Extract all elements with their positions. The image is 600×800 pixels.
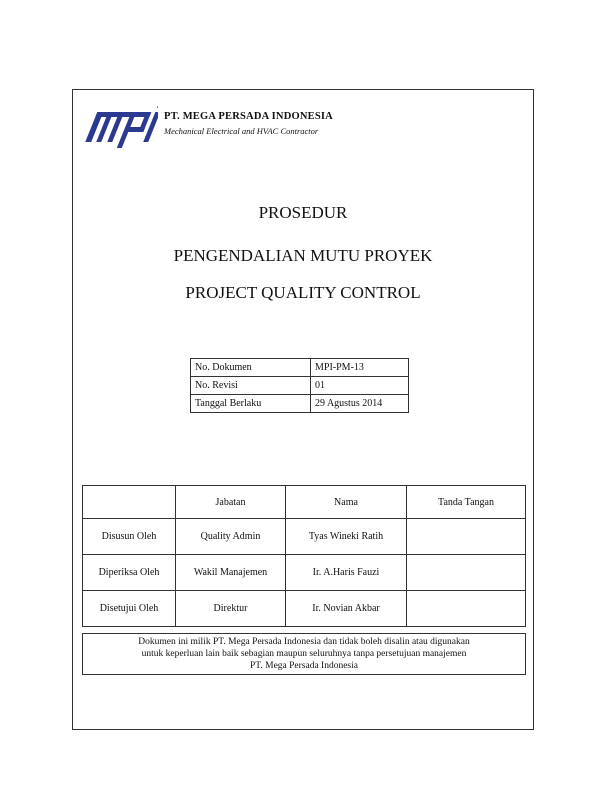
table-row — [191, 395, 409, 413]
position-cell: Direktur — [176, 591, 286, 627]
title-indonesian: PENGENDALIAN MUTU PROYEK — [173, 246, 433, 265]
effective-date-value: 29 Agustus 2014 — [311, 395, 409, 413]
document-info-table — [190, 358, 409, 413]
signature-cell — [407, 555, 526, 591]
header-signature: Tanda Tangan — [407, 486, 526, 519]
revision-value: 01 — [311, 377, 409, 395]
notice-line: Dokumen ini milik PT. Mega Persada Indonesia dan tidak boleh disalin atau digunakan — [138, 637, 470, 647]
effective-date-label: Tanggal Berlaku — [191, 395, 311, 413]
signature-cell — [407, 591, 526, 627]
name-cell: Ir. Novian Akbar — [286, 591, 407, 627]
table-row — [83, 555, 526, 591]
header-name: Nama — [286, 486, 407, 519]
title-procedure: PROSEDUR — [258, 203, 348, 222]
company-logo — [83, 98, 158, 156]
ownership-notice — [82, 633, 526, 675]
approval-table — [82, 485, 526, 627]
revision-label: No. Revisi — [191, 377, 311, 395]
role-cell: Disusun Oleh — [83, 519, 176, 555]
position-cell: Quality Admin — [176, 519, 286, 555]
name-cell: Tyas Wineki Ratih — [286, 519, 407, 555]
table-row — [191, 377, 409, 395]
position-cell: Wakil Manajemen — [176, 555, 286, 591]
table-row — [191, 359, 409, 377]
notice-line: PT. Mega Persada Indonesia — [250, 661, 358, 671]
table-row — [83, 519, 526, 555]
notice-line: untuk keperluan lain baik sebagian maupun seluruhnya tanpa persetujuan manajemen — [141, 649, 467, 659]
role-cell: Diperiksa Oleh — [83, 555, 176, 591]
table-header-row — [83, 486, 526, 519]
table-row — [83, 591, 526, 627]
doc-number-value: MPI-PM-13 — [311, 359, 409, 377]
doc-number-label: No. Dokumen — [191, 359, 311, 377]
role-cell: Disetujui Oleh — [83, 591, 176, 627]
document-page — [72, 89, 534, 730]
signature-cell — [407, 519, 526, 555]
header-empty — [83, 486, 176, 519]
company-subtitle: Mechanical Electrical and HVAC Contractor — [164, 126, 319, 136]
title-english: PROJECT QUALITY CONTROL — [185, 283, 421, 302]
header-position: Jabatan — [176, 486, 286, 519]
company-name: PT. MEGA PERSADA INDONESIA — [164, 111, 333, 122]
name-cell: Ir. A.Haris Fauzi — [286, 555, 407, 591]
